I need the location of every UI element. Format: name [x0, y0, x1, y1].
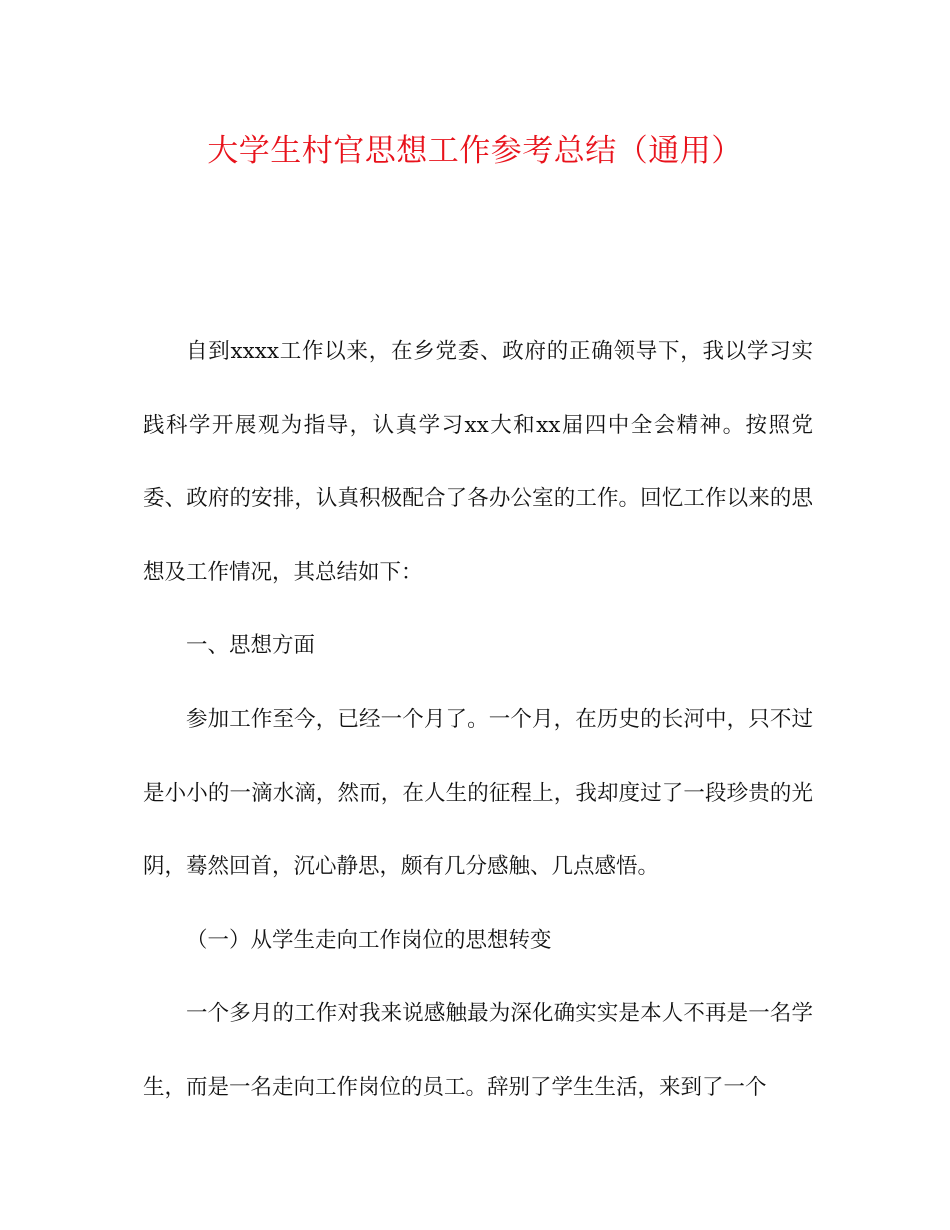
- document-title: 大学生村官思想工作参考总结（通用）: [207, 133, 743, 169]
- section-heading-thought: 一、思想方面: [186, 633, 316, 659]
- paragraph-reflection: 参加工作至今，已经一个月了。一个月，在历史的长河中，只不过是小小的一滴水滴，然而，在人生的征程上，我却度过了一段珍贵的光阴，蓦然回首，沉心静思，颇有几分感触、几点感悟。: [143, 706, 813, 880]
- subsection-heading-transition: （一）从学生走向工作岗位的思想转变: [186, 927, 552, 953]
- paragraph-intro: 自到xxxx工作以来，在乡党委、政府的正确领导下，我以学习实践科学开展观为指导，认真学习xx大和xx届四中全会精神。按照党委、政府的安排，认真积极配合了各办公室的工作。回忆工作以来的思想及工作情况，其总结如下：: [143, 339, 813, 585]
- paragraph-transition: 一个多月的工作对我来说感触最为深化确实实是本人不再是一名学生，而是一名走向工作岗位的员工。辞别了学生生活，来到了一个: [143, 1001, 813, 1100]
- document-body: [143, 315, 813, 1125]
